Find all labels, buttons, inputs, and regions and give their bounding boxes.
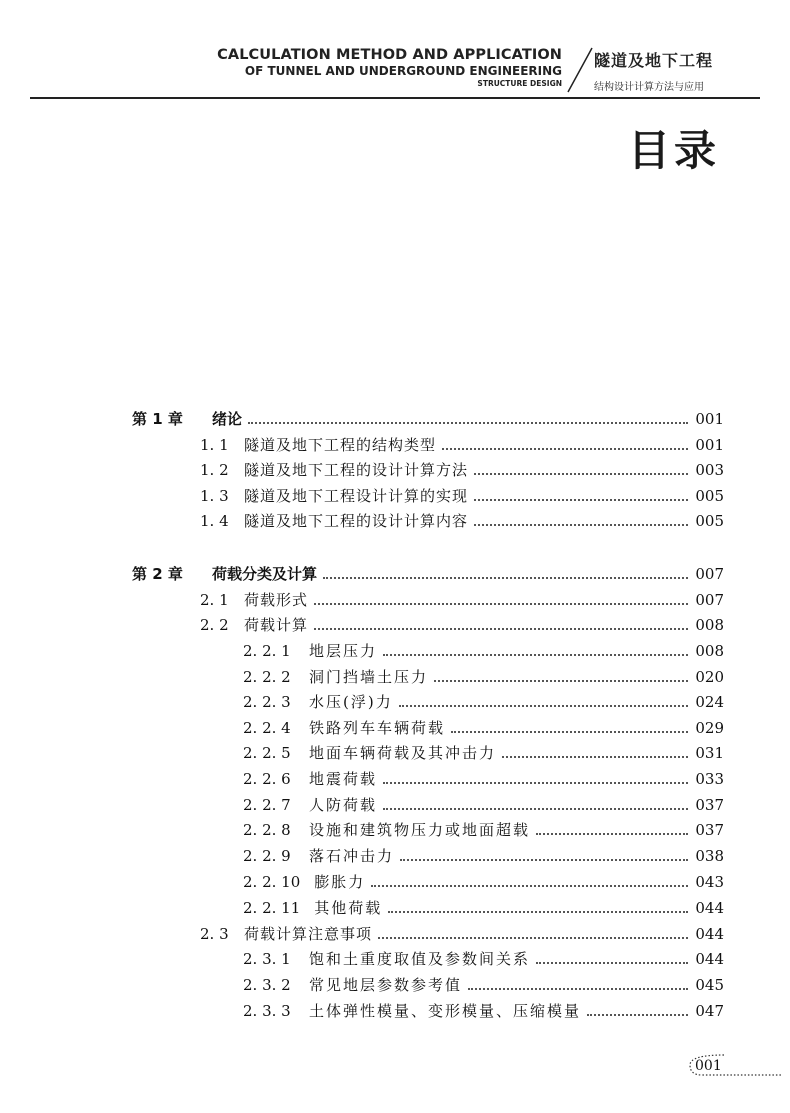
toc-number: 2. 2. 7 — [243, 796, 291, 814]
toc-page-number: 031 — [695, 744, 724, 762]
toc-page-number: 007 — [695, 591, 724, 609]
toc-entry-subsection[interactable] — [243, 819, 724, 841]
toc-page-number: 044 — [695, 950, 724, 968]
toc-title: 设施和建筑物压力或地面超载 — [309, 821, 531, 839]
toc-page-number: 020 — [695, 668, 724, 686]
toc-leader-dots — [434, 680, 688, 682]
toc-title: 落石冲击力 — [309, 847, 395, 865]
toc-leader-dots — [388, 911, 688, 913]
toc-entry-subsection[interactable] — [243, 845, 724, 867]
toc-number: 2. 2 — [200, 616, 229, 634]
toc-page-number: 003 — [695, 461, 724, 479]
toc-leader-dots — [383, 782, 688, 784]
toc-entry-section[interactable] — [200, 485, 724, 507]
toc-leader-dots — [474, 499, 688, 501]
toc-title: 荷载形式 — [244, 591, 309, 609]
toc-number: 2. 2. 10 — [243, 873, 301, 891]
toc-entry-section[interactable] — [200, 459, 724, 481]
toc-page-number: 045 — [695, 976, 724, 994]
toc-leader-dots — [314, 603, 688, 605]
toc-number: 第 1 章 — [132, 410, 183, 428]
toc-number: 2. 3. 1 — [243, 950, 291, 968]
toc-leader-dots — [474, 473, 688, 475]
toc-leader-dots — [399, 705, 688, 707]
toc-title: 隧道及地下工程的结构类型 — [244, 436, 437, 454]
toc-entry-section[interactable] — [200, 923, 724, 945]
toc-number: 2. 2. 9 — [243, 847, 291, 865]
toc-entry-subsection[interactable] — [243, 948, 724, 970]
toc-leader-dots — [468, 988, 688, 990]
toc-page-number: 047 — [695, 1002, 724, 1020]
toc-title: 土体弹性模量、变形模量、压缩模量 — [309, 1002, 582, 1020]
toc-title: 铁路列车车辆荷载 — [309, 719, 446, 737]
toc-page-number: 044 — [695, 925, 724, 943]
toc-number: 2. 3. 3 — [243, 1002, 291, 1020]
toc-number: 第 2 章 — [132, 565, 183, 583]
toc-title: 荷载计算注意事项 — [244, 925, 373, 943]
toc-leader-dots — [371, 885, 688, 887]
toc-title: 隧道及地下工程的设计计算方法 — [244, 461, 469, 479]
toc-page-number: 043 — [695, 873, 724, 891]
toc-page-number: 024 — [695, 693, 724, 711]
header-english-title — [217, 48, 562, 87]
toc-leader-dots — [536, 962, 688, 964]
toc-leader-dots — [323, 577, 688, 579]
header-rule — [30, 97, 760, 99]
toc-leader-dots — [383, 654, 688, 656]
toc-page-number: 033 — [695, 770, 724, 788]
toc-title: 隧道及地下工程的设计计算内容 — [244, 512, 469, 530]
toc-page-number: 037 — [695, 821, 724, 839]
header-en-line2: OF TUNNEL AND UNDERGROUND ENGINEERING — [244, 63, 562, 78]
header-cn-subtitle: 结构设计计算方法与应用 — [594, 82, 704, 93]
toc-number: 2. 2. 6 — [243, 770, 291, 788]
toc-page-number: 037 — [695, 796, 724, 814]
header-slash-divider — [562, 44, 598, 96]
toc-leader-dots — [451, 731, 688, 733]
toc-page-number: 001 — [695, 436, 724, 454]
header-chinese-title — [594, 48, 713, 93]
toc-number: 2. 2. 1 — [243, 642, 291, 660]
toc-number: 1. 3 — [200, 487, 229, 505]
toc-title: 人防荷载 — [309, 796, 378, 814]
toc-entry-section[interactable] — [200, 589, 724, 611]
toc-entry-subsection[interactable] — [243, 974, 724, 996]
toc-number: 2. 3 — [200, 925, 229, 943]
toc-leader-dots — [314, 628, 688, 630]
toc-entry-section[interactable] — [200, 510, 724, 532]
header-en-line3: STRUCTURE DESIGN — [477, 78, 562, 88]
toc-entry-subsection[interactable] — [243, 897, 724, 919]
toc-title: 常见地层参数参考值 — [309, 976, 463, 994]
toc-title: 地层压力 — [309, 642, 378, 660]
toc-page-number: 005 — [695, 512, 724, 530]
toc-page-number: 044 — [695, 899, 724, 917]
toc-leader-dots — [587, 1014, 688, 1016]
toc-leader-dots — [378, 937, 688, 939]
toc-title: 绪论 — [212, 410, 243, 428]
header-en-line1: CALCULATION METHOD AND APPLICATION — [217, 47, 562, 63]
toc-entry-subsection[interactable] — [243, 871, 724, 893]
toc-title: 水压(浮)力 — [309, 693, 393, 711]
header-cn-title: 隧道及地下工程 — [594, 51, 714, 70]
toc-entry-subsection[interactable] — [243, 1000, 724, 1022]
toc-number: 2. 2. 3 — [243, 693, 291, 711]
toc-leader-dots — [536, 833, 688, 835]
toc-leader-dots — [474, 524, 688, 526]
toc-number: 2. 2. 4 — [243, 719, 291, 737]
toc-entry-chapter[interactable] — [132, 408, 724, 430]
toc-leader-dots — [400, 859, 688, 861]
toc-entry-chapter[interactable] — [132, 563, 724, 585]
toc-leader-dots — [383, 808, 688, 810]
toc-page-number: 008 — [695, 642, 724, 660]
toc-number: 2. 2. 8 — [243, 821, 291, 839]
toc-page-number: 005 — [695, 487, 724, 505]
toc-entry-subsection[interactable] — [243, 717, 724, 739]
toc-page-number: 007 — [695, 565, 724, 583]
toc-leader-dots — [248, 422, 688, 424]
toc-number: 2. 3. 2 — [243, 976, 291, 994]
toc-page-number: 038 — [695, 847, 724, 865]
toc-page-number: 029 — [695, 719, 724, 737]
toc-title: 饱和土重度取值及参数间关系 — [309, 950, 531, 968]
toc-entry-subsection[interactable] — [243, 768, 724, 790]
toc-title: 隧道及地下工程设计计算的实现 — [244, 487, 469, 505]
toc-number: 2. 2. 5 — [243, 744, 291, 762]
toc-page-number: 008 — [695, 616, 724, 634]
toc-entry-subsection[interactable] — [243, 666, 724, 688]
toc-page-number: 001 — [695, 410, 724, 428]
toc-entry-subsection[interactable] — [243, 691, 724, 713]
toc-title: 荷载计算 — [244, 616, 309, 634]
toc-leader-dots — [502, 756, 688, 758]
toc-title: 地面车辆荷载及其冲击力 — [309, 744, 497, 762]
toc-title: 荷载分类及计算 — [212, 565, 318, 583]
toc-entry-subsection[interactable] — [243, 742, 724, 764]
toc-number: 2. 1 — [200, 591, 229, 609]
toc-number: 1. 1 — [200, 436, 229, 454]
toc-number: 2. 2. 11 — [243, 899, 301, 917]
toc-leader-dots — [442, 448, 688, 450]
page-number: 001 — [695, 1058, 722, 1074]
page-title: 目录 — [627, 126, 720, 175]
toc-title: 膨胀力 — [314, 873, 366, 891]
toc-number: 1. 4 — [200, 512, 229, 530]
toc-entry-section[interactable] — [200, 614, 724, 636]
toc-entry-subsection[interactable] — [243, 640, 724, 662]
toc-title: 洞门挡墙土压力 — [309, 668, 429, 686]
toc-title: 其他荷载 — [314, 899, 383, 917]
toc-number: 1. 2 — [200, 461, 229, 479]
toc-number: 2. 2. 2 — [243, 668, 291, 686]
toc-entry-subsection[interactable] — [243, 794, 724, 816]
toc-title: 地震荷载 — [309, 770, 378, 788]
toc-entry-section[interactable] — [200, 434, 724, 456]
